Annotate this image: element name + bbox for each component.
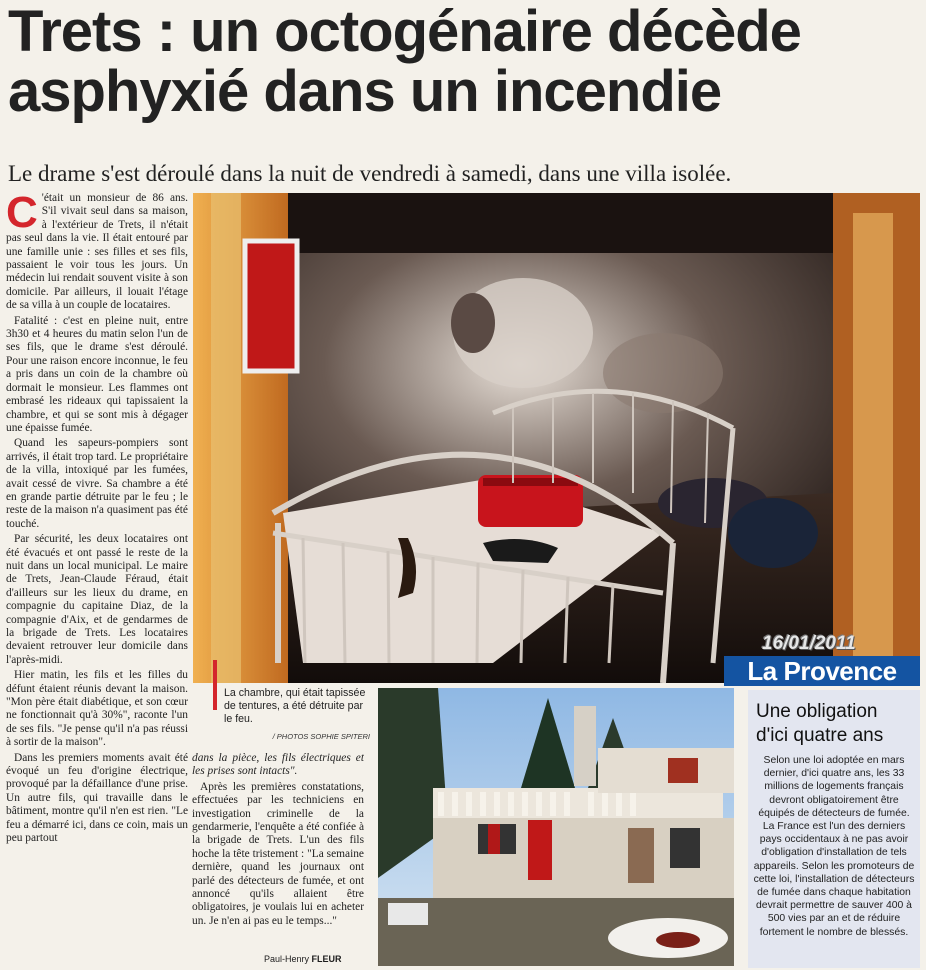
photo-caption: La chambre, qui était tapissée de tentures, a été détruite par le feu. xyxy=(224,687,366,725)
article-column-2 xyxy=(192,752,364,966)
article-paragraph: Fatalité : c'est en pleine nuit, entre 3h30 et 4 heures du matin selon l'un de ses fils, que le drame s'est déroulé. Pour une raison encore inconnue, le feu a pris dans un coin de la chambre où dormait le monsieur. Les flammes ont embrasé les rideaux qui tapissaient la chambre, et qui se sont mis à dégager une épaisse fumée. xyxy=(6,314,188,434)
main-photo-burned-bedroom xyxy=(193,193,920,683)
article-paragraph: Après les premières constatations, effectuées par les techniciens en investigation criminelle de la gendarmerie, l'enquête a été confiée à la brigade de Trets. L'un des fils hoche la tête tristement : "La semaine dernière, quand les journaux ont parlé des détecteurs de fumée, et ont annoncé qu'ils allaient être obligatoires, je voulais lui en acheter un. Je n'en ai pas eu le temps..." xyxy=(192,780,364,927)
sidebar-text: Selon une loi adoptée en mars dernier, d'ici quatre ans, les 33 millions de logements français devront obligatoirement être équipés de détecteurs de fumée. La France est l'un des derniers pays occidentaux à ne pas avoir d'obligation d'installation de tels appareils. Selon les promoteurs de cette loi, l'installation de détecteurs de fumée dans chaque habitation devrait permettre de sauver 400 à 500 vies par an et de réduire fortement le nombre de blessés. xyxy=(753,755,915,938)
article-column-1 xyxy=(6,192,188,968)
house-photo xyxy=(378,688,734,966)
dropcap: C xyxy=(6,192,38,237)
article-paragraph: Hier matin, les fils et les filles du défunt étaient réunis devant la maison. "Mon père était diabétique, et son cœur ne fonctionnait qu'à 30%", raconte l'un de ses fils. "Je pense qu'il n'a pas réussi à sortir de la maison". xyxy=(6,669,188,749)
sidebar-title: Une obligation d'ici quatre ans xyxy=(756,701,884,746)
article-paragraph: Par sécurité, les deux locataires ont été évacués et ont passé le reste de la nuit dans un local municipal. Le maire de Trets, Jean-Claude Féraud, était d'ailleurs sur les lieux du drame, en compagnie du capitaine Diaz, de la compagnie d'Aix, et de gendarmes de la brigade de Trets. Les locataires devaient retrouver leur domicile dans l'après-midi. xyxy=(6,533,188,666)
caption-accent-bar xyxy=(213,660,217,710)
headline: Trets : un octogénaire décède asphyxié dans un incendie xyxy=(8,0,801,124)
article-paragraph: Quand les sapeurs-pompiers sont arrivés, il était trop tard. Le propriétaire de la villa, intoxiqué par les fumées, avait cessé de vivre. Sa chambre a été en grande partie détruite par le feu ; le reste de la maison n'a quasiment pas été touché. xyxy=(6,437,188,530)
photo-credit: / PHOTOS SOPHIE SPITERI xyxy=(272,732,370,741)
article-paragraph: dans la pièce, les fils électriques et les prises sont intacts". xyxy=(192,752,364,778)
article-paragraph: Dans les premiers moments avait été évoqué un feu d'origine électrique, provoqué par la défaillance d'une prise. Un autre fils, qui travaille dans le bâtiment, montre qu'il n'en est rien. "Le feu a démarré ici, dans ce coin, mais un peu partout xyxy=(6,751,188,845)
article-paragraph: C 'était un monsieur de 86 ans. S'il vivait seul dans sa maison, à l'extérieur de Trets, il n'était pas seul dans la vie. Il était entouré par une famille unie : ses filles et ses fils, passaient le voir tous les jours. Un médecin lui rendait souvent visite à son domicile. Par ailleurs, il louait l'étage de sa villa à un couple de locataires. xyxy=(6,192,188,312)
byline: Paul-Henry FLEUR xyxy=(264,954,342,964)
la-provence-logo: La Provence xyxy=(724,656,920,686)
subhead: Le drame s'est déroulé dans la nuit de vendredi à samedi, dans une villa isolée. xyxy=(8,161,732,186)
photo-date-stamp: 16/01/2011 xyxy=(762,633,856,654)
